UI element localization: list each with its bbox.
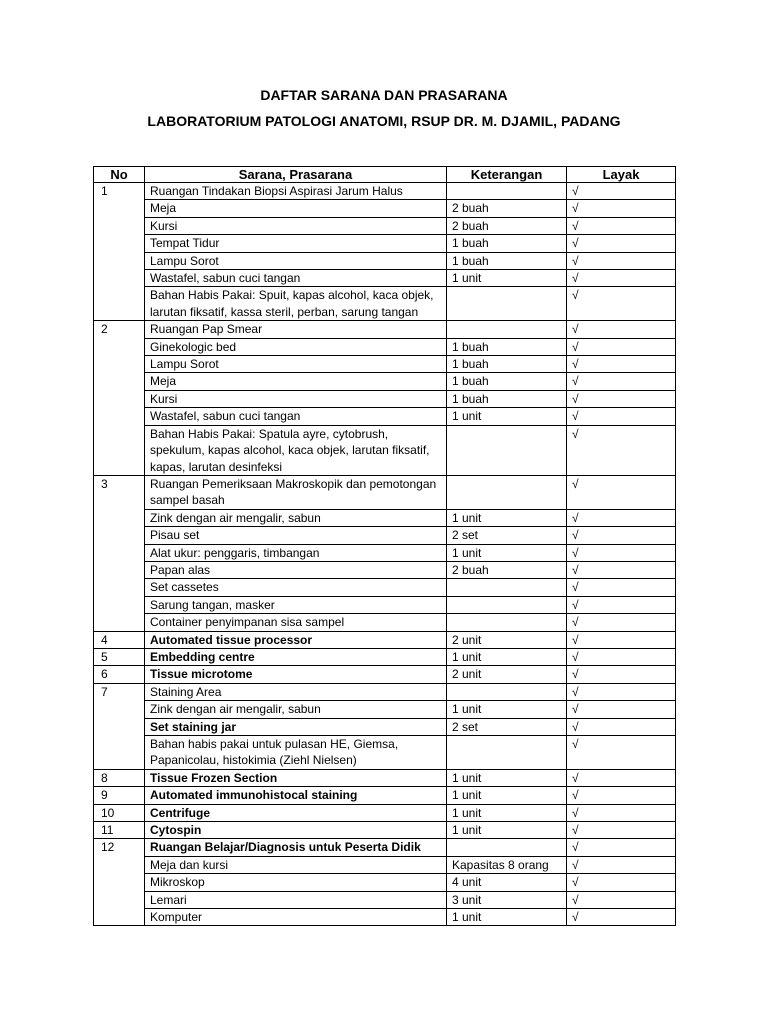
item-keterangan: [447, 736, 567, 770]
row-number: 4: [94, 631, 145, 648]
item-keterangan: [447, 321, 567, 338]
item-layak: √: [567, 390, 676, 407]
col-header-keterangan: Keterangan: [447, 167, 567, 183]
table-row: [94, 373, 676, 390]
item-keterangan: 1 unit: [447, 648, 567, 665]
item-keterangan: [447, 287, 567, 321]
item-name: Set cassetes: [145, 579, 447, 596]
item-layak: √: [567, 509, 676, 526]
table-row: [94, 666, 676, 683]
item-layak: √: [567, 736, 676, 770]
item-layak: √: [567, 631, 676, 648]
item-keterangan: 1 unit: [447, 909, 567, 926]
item-name: Lemari: [145, 891, 447, 908]
table-row: [94, 839, 676, 856]
item-keterangan: 1 unit: [447, 544, 567, 561]
table-row: [94, 200, 676, 217]
table-row: [94, 356, 676, 373]
item-name: Meja: [145, 373, 447, 390]
item-layak: √: [567, 183, 676, 200]
table-row: [94, 408, 676, 425]
item-name: Tempat Tidur: [145, 235, 447, 252]
table-row: [94, 183, 676, 200]
table-row: [94, 701, 676, 718]
item-keterangan: 1 buah: [447, 356, 567, 373]
table-row: [94, 891, 676, 908]
item-layak: √: [567, 718, 676, 735]
item-keterangan: 2 unit: [447, 631, 567, 648]
item-keterangan: 3 unit: [447, 891, 567, 908]
item-keterangan: 1 unit: [447, 769, 567, 786]
table-row: [94, 475, 676, 509]
item-keterangan: 1 buah: [447, 252, 567, 269]
item-layak: √: [567, 769, 676, 786]
table-row: [94, 769, 676, 786]
item-layak: √: [567, 787, 676, 804]
item-keterangan: 1 unit: [447, 787, 567, 804]
item-keterangan: 2 buah: [447, 200, 567, 217]
table-row: [94, 217, 676, 234]
item-keterangan: [447, 614, 567, 631]
col-header-sarana: Sarana, Prasarana: [145, 167, 447, 183]
table-row: [94, 718, 676, 735]
item-name: Automated immunohistocal staining: [145, 787, 447, 804]
item-name: Wastafel, sabun cuci tangan: [145, 270, 447, 287]
item-keterangan: [447, 579, 567, 596]
item-name: Sarung tangan, masker: [145, 596, 447, 613]
item-layak: √: [567, 475, 676, 509]
item-name: Container penyimpanan sisa sampel: [145, 614, 447, 631]
table-row: [94, 338, 676, 355]
item-layak: √: [567, 321, 676, 338]
item-name: Bahan Habis Pakai: Spatula ayre, cytobrush, spekulum, kapas alcohol, kaca objek, larutan fiksatif, kapas, larutan desinfeksi: [145, 425, 447, 475]
table-row: [94, 425, 676, 475]
item-layak: √: [567, 822, 676, 839]
table-row: [94, 509, 676, 526]
table-row: [94, 596, 676, 613]
item-layak: √: [567, 596, 676, 613]
item-layak: √: [567, 252, 676, 269]
item-layak: √: [567, 544, 676, 561]
item-keterangan: Kapasitas 8 orang: [447, 856, 567, 873]
table-row: [94, 648, 676, 665]
item-keterangan: 1 unit: [447, 701, 567, 718]
table-row: [94, 736, 676, 770]
item-name: Tissue Frozen Section: [145, 769, 447, 786]
table-row: [94, 787, 676, 804]
item-name: Komputer: [145, 909, 447, 926]
item-keterangan: 1 buah: [447, 338, 567, 355]
item-layak: √: [567, 701, 676, 718]
item-layak: √: [567, 909, 676, 926]
item-name: Centrifuge: [145, 804, 447, 821]
item-name: Meja dan kursi: [145, 856, 447, 873]
item-layak: √: [567, 425, 676, 475]
item-name: Wastafel, sabun cuci tangan: [145, 408, 447, 425]
table-row: [94, 909, 676, 926]
item-keterangan: 1 buah: [447, 390, 567, 407]
item-name: Lampu Sorot: [145, 356, 447, 373]
col-header-no: No: [94, 167, 145, 183]
item-layak: √: [567, 891, 676, 908]
item-layak: √: [567, 338, 676, 355]
item-keterangan: 1 unit: [447, 509, 567, 526]
item-layak: √: [567, 217, 676, 234]
item-layak: √: [567, 856, 676, 873]
table-row: [94, 683, 676, 700]
document-subtitle: LABORATORIUM PATOLOGI ANATOMI, RSUP DR. M. DJAMIL, PADANG: [147, 113, 621, 129]
row-number: 10: [94, 804, 145, 821]
item-keterangan: 1 unit: [447, 804, 567, 821]
item-keterangan: [447, 475, 567, 509]
row-number: 6: [94, 666, 145, 683]
col-header-layak: Layak: [567, 167, 676, 183]
item-layak: √: [567, 356, 676, 373]
item-name: Bahan habis pakai untuk pulasan HE, Giemsa, Papanicolau, histokimia (Ziehl Nielsen): [145, 736, 447, 770]
item-name: Cytospin: [145, 822, 447, 839]
item-name: Bahan Habis Pakai: Spuit, kapas alcohol, kaca objek, larutan fiksatif, kassa steril, perban, sarung tangan: [145, 287, 447, 321]
table-body: [94, 183, 676, 926]
facilities-table: [93, 166, 676, 926]
item-layak: √: [567, 270, 676, 287]
row-number: 8: [94, 769, 145, 786]
row-number: 2: [94, 321, 145, 476]
table-row: [94, 874, 676, 891]
item-name: Ruangan Pap Smear: [145, 321, 447, 338]
table-row: [94, 390, 676, 407]
document-title: DAFTAR SARANA DAN PRASARANA: [260, 87, 508, 103]
table-row: [94, 856, 676, 873]
item-name: Kursi: [145, 390, 447, 407]
item-keterangan: [447, 839, 567, 856]
table-row: [94, 270, 676, 287]
row-number: 9: [94, 787, 145, 804]
item-layak: √: [567, 527, 676, 544]
table-header-row: [94, 167, 676, 183]
item-layak: √: [567, 561, 676, 578]
table-row: [94, 252, 676, 269]
item-name: Zink dengan air mengalir, sabun: [145, 701, 447, 718]
item-layak: √: [567, 874, 676, 891]
item-keterangan: [447, 683, 567, 700]
table-row: [94, 287, 676, 321]
table-row: [94, 804, 676, 821]
item-keterangan: 1 unit: [447, 822, 567, 839]
row-number: 3: [94, 475, 145, 631]
item-keterangan: 1 unit: [447, 270, 567, 287]
item-name: Embedding centre: [145, 648, 447, 665]
item-name: Lampu Sorot: [145, 252, 447, 269]
item-layak: √: [567, 839, 676, 856]
table-row: [94, 561, 676, 578]
item-name: Automated tissue processor: [145, 631, 447, 648]
item-name: Papan alas: [145, 561, 447, 578]
item-keterangan: 4 unit: [447, 874, 567, 891]
item-keterangan: 2 unit: [447, 666, 567, 683]
item-layak: √: [567, 200, 676, 217]
item-layak: √: [567, 373, 676, 390]
table-row: [94, 614, 676, 631]
item-keterangan: 2 buah: [447, 217, 567, 234]
table-row: [94, 631, 676, 648]
item-name: Ruangan Tindakan Biopsi Aspirasi Jarum Halus: [145, 183, 447, 200]
item-layak: √: [567, 408, 676, 425]
item-layak: √: [567, 804, 676, 821]
item-layak: √: [567, 683, 676, 700]
row-number: 7: [94, 683, 145, 769]
item-layak: √: [567, 235, 676, 252]
row-number: 1: [94, 183, 145, 321]
item-keterangan: [447, 183, 567, 200]
item-name: Ruangan Pemeriksaan Makroskopik dan pemotongan sampel basah: [145, 475, 447, 509]
item-name: Ruangan Belajar/Diagnosis untuk Peserta Didik: [145, 839, 447, 856]
item-keterangan: [447, 425, 567, 475]
item-layak: √: [567, 287, 676, 321]
row-number: 5: [94, 648, 145, 665]
item-keterangan: 2 set: [447, 527, 567, 544]
item-keterangan: 1 buah: [447, 373, 567, 390]
item-keterangan: 2 set: [447, 718, 567, 735]
item-layak: √: [567, 579, 676, 596]
item-layak: √: [567, 614, 676, 631]
item-name: Meja: [145, 200, 447, 217]
table-row: [94, 579, 676, 596]
item-name: Zink dengan air mengalir, sabun: [145, 509, 447, 526]
item-name: Alat ukur: penggaris, timbangan: [145, 544, 447, 561]
item-keterangan: [447, 596, 567, 613]
item-name: Kursi: [145, 217, 447, 234]
table-row: [94, 527, 676, 544]
item-name: Tissue microtome: [145, 666, 447, 683]
item-keterangan: 1 unit: [447, 408, 567, 425]
table-row: [94, 235, 676, 252]
item-name: Mikroskop: [145, 874, 447, 891]
item-name: Staining Area: [145, 683, 447, 700]
table-row: [94, 544, 676, 561]
item-name: Ginekologic bed: [145, 338, 447, 355]
item-layak: √: [567, 648, 676, 665]
item-name: Set staining jar: [145, 718, 447, 735]
item-keterangan: 2 buah: [447, 561, 567, 578]
row-number: 12: [94, 839, 145, 926]
item-keterangan: 1 buah: [447, 235, 567, 252]
table-row: [94, 321, 676, 338]
item-layak: √: [567, 666, 676, 683]
row-number: 11: [94, 822, 145, 839]
item-name: Pisau set: [145, 527, 447, 544]
table-row: [94, 822, 676, 839]
